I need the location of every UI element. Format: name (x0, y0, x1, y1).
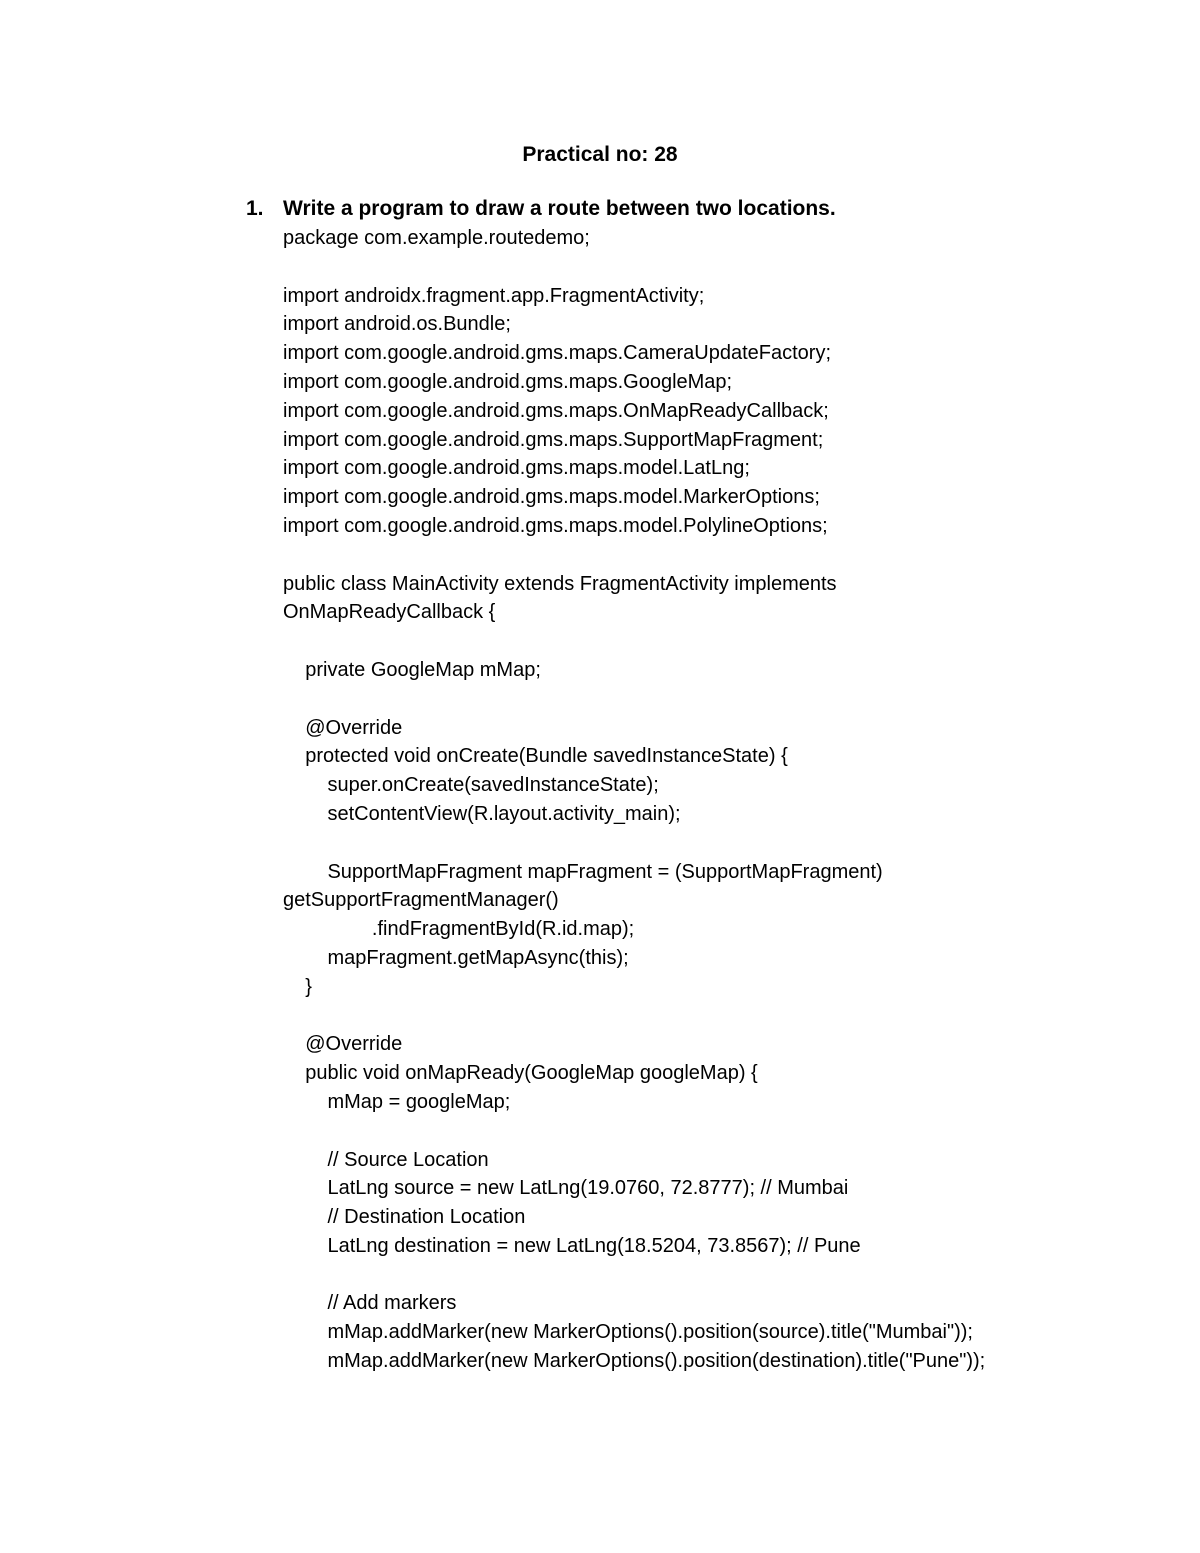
code-line: mMap = googleMap; (283, 1090, 511, 1113)
code-line (283, 829, 1143, 858)
code-line: import com.google.android.gms.maps.model.LatLng; (283, 457, 750, 480)
code-line (283, 1002, 1143, 1031)
code-line: private GoogleMap mMap; (283, 658, 541, 681)
code-line: mMap.addMarker(new MarkerOptions().position(destination).title("Pune")); (283, 1350, 986, 1373)
code-line: SupportMapFragment mapFragment = (SupportMapFragment) (283, 860, 883, 883)
code-line: import com.google.android.gms.maps.model.MarkerOptions; (283, 486, 820, 509)
code-line: @Override (283, 1033, 403, 1056)
code-line: @Override (283, 716, 403, 739)
code-line: public void onMapReady(GoogleMap googleMap) { (283, 1062, 758, 1085)
code-line: LatLng source = new LatLng(19.0760, 72.8777); // Mumbai (283, 1177, 849, 1200)
code-listing (283, 224, 1143, 1376)
code-line (283, 1261, 1143, 1290)
code-line: import android.os.Bundle; (283, 313, 511, 336)
code-line (283, 253, 1143, 282)
code-line (283, 685, 1143, 714)
code-line: LatLng destination = new LatLng(18.5204, 73.8567); // Pune (283, 1234, 861, 1257)
code-line: .findFragmentById(R.id.map); (283, 918, 635, 941)
code-line (283, 627, 1143, 656)
code-line: import com.google.android.gms.maps.CameraUpdateFactory; (283, 342, 832, 365)
code-line: // Source Location (283, 1148, 489, 1171)
page-title: Practical no: 28 (522, 143, 678, 166)
code-line: getSupportFragmentManager() (283, 889, 559, 912)
code-line: package com.example.routedemo; (283, 227, 590, 249)
code-line: import com.google.android.gms.maps.GoogleMap; (283, 370, 733, 393)
code-line: public class MainActivity extends FragmentActivity implements (283, 572, 837, 595)
code-line: // Destination Location (283, 1206, 526, 1229)
code-line: import com.google.android.gms.maps.OnMapReadyCallback; (283, 399, 829, 422)
code-line (283, 1117, 1143, 1146)
code-line: protected void onCreate(Bundle savedInstanceState) { (283, 745, 788, 768)
code-line: super.onCreate(savedInstanceState); (283, 774, 659, 797)
code-line: } (283, 975, 312, 998)
code-line: OnMapReadyCallback { (283, 601, 496, 624)
question-text: Write a program to draw a route between two locations. (283, 197, 836, 220)
code-line (283, 541, 1143, 570)
code-line: mapFragment.getMapAsync(this); (283, 946, 629, 969)
code-line: import androidx.fragment.app.FragmentActivity; (283, 284, 705, 307)
code-line: import com.google.android.gms.maps.SupportMapFragment; (283, 428, 824, 451)
code-line: setContentView(R.layout.activity_main); (283, 802, 681, 825)
question-number: 1. (246, 197, 264, 220)
code-line: import com.google.android.gms.maps.model.PolylineOptions; (283, 514, 828, 537)
code-line: // Add markers (283, 1292, 457, 1315)
code-line: mMap.addMarker(new MarkerOptions().position(source).title("Mumbai")); (283, 1321, 973, 1344)
